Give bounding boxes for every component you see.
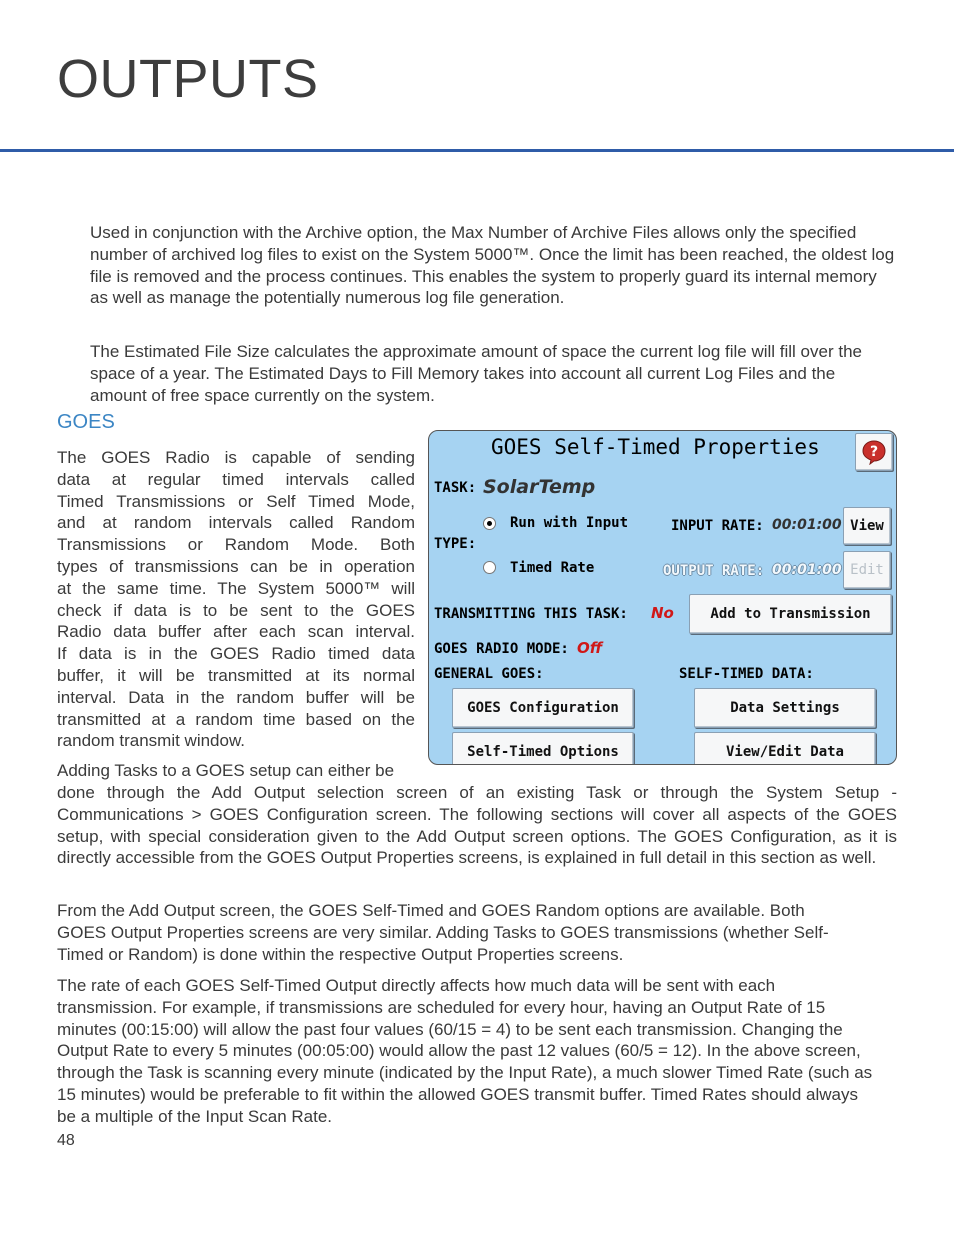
goes-intro-line: Transmissions or Random Mode. Both — [57, 535, 415, 555]
goes-add-output-paragraph: From the Add Output screen, the GOES Self-Timed and GOES Random options are available. Both GOES Output Properties screens are very similar. Adding Tasks to GOES transmissions (whether Self-Timed or Random) is done within the respective Output Properties screens. — [57, 901, 829, 964]
goes-intro-line: Timed Transmissions or Self Timed Mode, — [57, 491, 415, 511]
goes-intro-line: transmitted at a random time based on the — [57, 709, 415, 729]
goes-configuration-button[interactable]: GOES Configuration — [452, 688, 634, 728]
goes-intro-line: If data is in the GOES Radio timed data — [57, 644, 415, 664]
task-label: TASK: — [434, 480, 477, 496]
type-label: TYPE: — [434, 536, 477, 552]
radio-mode-label: GOES RADIO MODE: — [434, 641, 569, 657]
radio-run-with-input[interactable] — [483, 517, 496, 530]
radio-label-timed-rate[interactable]: Timed Rate — [510, 560, 595, 576]
self-timed-data-label: SELF-TIMED DATA: — [679, 666, 814, 682]
output-rate-label: OUTPUT RATE: — [663, 563, 765, 579]
edit-button[interactable]: Edit — [843, 551, 891, 589]
input-rate-value: 00:01:00 — [772, 517, 842, 533]
goes-intro-line: at the same time. The System 5000™ will — [57, 578, 415, 598]
help-icon — [861, 439, 887, 465]
output-rate-value: 00:01:00 — [772, 562, 842, 578]
goes-intro-line: check if data is to be sent to the GOES — [57, 600, 415, 620]
self-timed-options-button[interactable]: Self-Timed Options — [452, 732, 634, 765]
radio-mode-value: Off — [577, 639, 603, 657]
goes-intro-line: and at random intervals called Random — [57, 513, 415, 533]
view-button[interactable]: View — [843, 507, 891, 545]
transmitting-label: TRANSMITTING THIS TASK: — [434, 606, 628, 622]
goes-intro-line: types of transmissions can be in operation — [57, 556, 415, 576]
goes-heading: GOES — [57, 411, 115, 433]
archive-paragraph-max-files: Used in conjunction with the Archive option, the Max Number of Archive Files allows only the specified number of archived log files to exist on the System 5000™. Once the limit has been reached, the oldest log file is removed and the process continues. This enables the system to properly guard its internal memory as well as manage the potentially numerous log file generation. — [90, 223, 895, 308]
add-to-transmission-button[interactable]: Add to Transmission — [689, 594, 892, 634]
view-edit-data-button[interactable]: View/Edit Data — [694, 732, 876, 765]
goes-intro-line: buffer, it will be transmitted at its normal — [57, 665, 415, 685]
archive-paragraph-file-size: The Estimated File Size calculates the approximate amount of space the current log file will fill over the space of a year. The Estimated Days to Fill Memory takes into account all current Log Files and the amount of free space currently on the system. — [90, 342, 862, 405]
help-button[interactable] — [855, 433, 893, 471]
title-divider — [0, 149, 954, 152]
general-goes-label: GENERAL GOES: — [434, 666, 544, 682]
goes-adding-paragraph: done through the Add Output selection screen of an existing Task or through the System Setup - Communications > GOES Configuration screen. The following sections will cover all aspects of the GOES setup, with special consideration given to the Add Output screen options. The GOES Configuration, as it is directly accessible from the GOES Output Properties screens, is explained in full detail in this section as well. — [57, 783, 897, 868]
task-value: SolarTemp — [483, 476, 596, 498]
radio-selected-dot — [487, 521, 492, 526]
goes-self-timed-properties-screen — [428, 430, 897, 765]
goes-intro-paragraph — [57, 447, 415, 752]
goes-intro-line: random transmit window. — [57, 731, 246, 751]
help-label: ? — [869, 444, 879, 460]
page-title: OUTPUTS — [57, 49, 319, 109]
goes-adding-first-line: Adding Tasks to a GOES setup can either be — [57, 761, 395, 780]
radio-label-run-with-input[interactable]: Run with Input — [510, 515, 629, 531]
input-rate-label: INPUT RATE: — [671, 518, 764, 534]
goes-intro-line: Radio data buffer after each scan interval. — [57, 622, 415, 642]
goes-rate-paragraph: The rate of each GOES Self-Timed Output directly affects how much data will be sent with each transmission. For example, if transmissions are scheduled for every hour, having an Output Rate of 15 minutes (00:15:00) will allow the past four values (60/15 = 4) to be sent each transmission. Changing the Output Rate to every 5 minutes (00:05:00) would allow the past 12 values (60/5 = 12). In the above screen, through the Task is scanning every minute (indicated by the Input Rate), a much slower Timed Rate (such as 15 minutes) would be preferable to fit within the allowed GOES transmit buffer. Timed Rates should always be a multiple of the Input Scan Rate. — [57, 976, 873, 1126]
data-settings-button[interactable]: Data Settings — [694, 688, 876, 728]
radio-timed-rate[interactable] — [483, 561, 496, 574]
transmitting-value: No — [651, 604, 674, 622]
screen-title: GOES Self-Timed Properties — [491, 435, 820, 459]
page-number: 48 — [57, 1132, 75, 1149]
goes-intro-line: The GOES Radio is capable of sending — [57, 448, 415, 467]
goes-intro-line: interval. Data in the random buffer will be — [57, 687, 415, 707]
goes-intro-line: data at regular timed intervals called — [57, 469, 415, 489]
